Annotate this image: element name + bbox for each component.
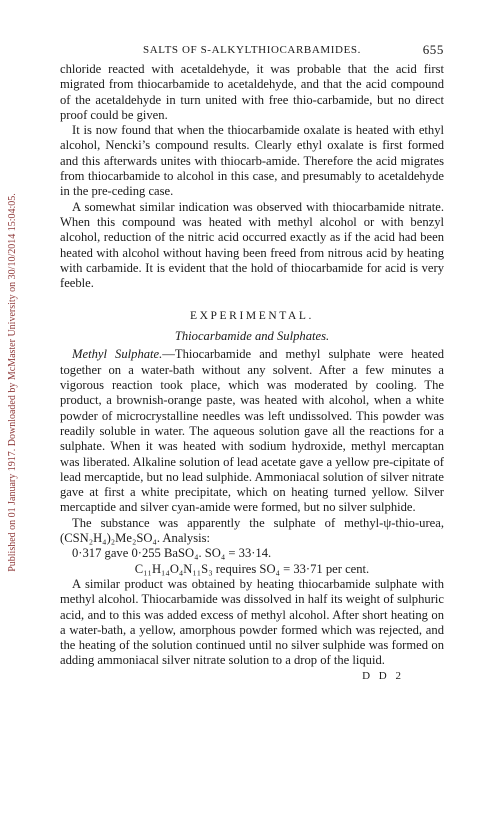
- paragraph-continued: chloride reacted with acetaldehyde, it was probable that the acid first migrated from thiocarbamide to acetaldehyde, and that the acid compound of the acetaldehyde in turn united with free thio-carbamide, but no direct proof could be given.: [60, 62, 444, 122]
- paragraph-substance: The substance was apparently the sulphate of methyl-ψ-thio-urea, (CSN₂H₄)₂Me₂SO₄. Analysis:: [60, 515, 444, 546]
- section-heading: EXPERIMENTAL.: [190, 310, 314, 323]
- page-number: 655: [422, 42, 444, 57]
- paragraph-lead-in: Methyl Sulphate.: [72, 347, 163, 362]
- running-header: [60, 42, 444, 62]
- download-watermark-text: Published on 01 January 1917. Downloaded by McMaster University on 30/10/2014 15:04:05.: [6, 192, 18, 572]
- paragraph-similar-product: A similar product was obtained by heating thiocarbamide sulphate with methyl alcohol. Thiocarbamide was dissolved in half its weight of sulphuric acid, and to this was added excess of methyl alcohol. After short heating on a water-bath, a yellow, amorphous powder formed which was rejected, and the heating of the solution continued until no silver sulphide was formed on adding ammoniacal silver nitrate solution to a drop of the liquid.: [60, 576, 444, 668]
- paragraph-nitrate: A somewhat similar indication was observed with thiocarbamide nitrate. When this compound was heated with methyl alcohol or with benzyl alcohol, reduction of the nitric acid occurred exactly as if the acid had been heated with alcohol without having been freed from nitrous acid by heating with carbamide. It is evident that the hold of thiocarbamide for acid is very feeble.: [60, 199, 444, 291]
- paragraph-methyl-sulphate: [60, 347, 444, 515]
- running-title: SALTS OF S-ALKYLTHIOCARBAMIDES.: [143, 44, 361, 56]
- signature-mark: D D 2: [362, 669, 404, 682]
- paragraph-oxalate: It is now found that when the thiocarbamide oxalate is heated with ethyl alcohol, Nencki’s compound results. Clearly ethyl oxalate is first formed and this afterwards unites with thiocarb-amide. Therefore the acid migrates from thiocarbamide to alcohol in this case, and presumably to acetaldehyde in the pre-ceding case.: [60, 123, 444, 199]
- download-watermark: [4, 92, 20, 672]
- subsection-heading: Thiocarbamide and Sulphates.: [174, 329, 330, 344]
- analysis-result: 0·317 gave 0·255 BaSO₄. SO₄ = 33·14.: [72, 546, 272, 561]
- formula-requirement: C₁₁H₁₄O₄N₁₁S₃ requires SO₄ = 33·71 per cent.: [134, 561, 370, 576]
- journal-page: [60, 42, 444, 682]
- paragraph-methyl-sulphate-text: —Thiocarbamide and methyl sulphate were heated together on a water-bath without any solvent. After a few minutes a vigorous reaction took place, which was moderated by cooling. The product, a brownish-orange paste, was heated with alcohol, when a white powder of microcrystalline needles was left undissolved. This powder was readily soluble in water. The aqueous solution gave all the reactions for a sulphate. When it was heated with sodium hydroxide, methyl mercaptan was liberated. Alkaline solution of lead acetate gave a yellow pre-cipitate of lead mercaptide, but no lead sulphide. Ammoniacal solution of silver nitrate gave at first a white precipitate, which on heating turned yellow. Silver mercaptide and silver cyan-amide were formed, but no silver sulphide.: [60, 347, 444, 515]
